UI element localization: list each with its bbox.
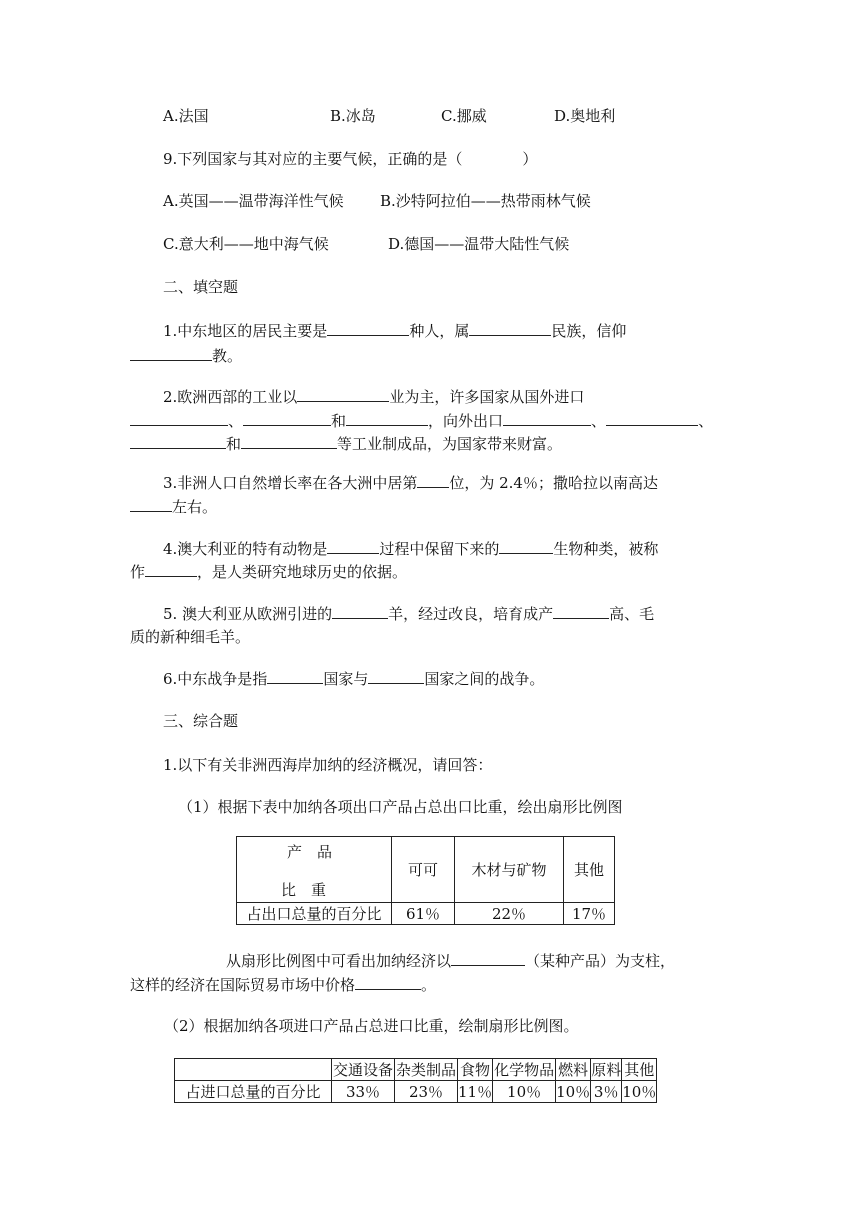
text: 4.澳大利亚的特有动物是 [163,540,328,558]
text: 6.中东战争是指 [163,670,268,688]
text: 、 [228,412,244,430]
column-header: 可可 [392,837,455,903]
q9-option-a: A.英国——温带海洋性气候 [163,192,344,210]
text: 。 [421,976,437,994]
corner-header-cell [237,837,392,903]
column-header: 杂类制品 [395,1060,456,1079]
q9-option-d: D.德国——温带大陆性气候 [388,235,570,253]
blank[interactable] [368,668,424,684]
blank[interactable] [130,496,172,512]
text: 过程中保留下来的 [379,540,500,558]
text: 5. 澳大利亚从欧洲引进的 [163,605,333,623]
fill-q3-line2 [130,496,217,517]
row-label: 占出口总量的百分比 [237,903,392,925]
text: 这样的经济在国际贸易市场中价格 [130,976,356,994]
option-d: D.奥地利 [554,107,616,125]
blank[interactable] [145,561,197,577]
text: ，向外出口 [428,412,504,430]
blank[interactable] [346,410,428,426]
fill-q3-line1 [163,472,658,493]
column-header: 食物 [458,1059,493,1081]
table-cell: 23％ [395,1081,458,1103]
analysis-line1 [226,950,675,971]
sub-question-2: （2）根据加纳各项进口产品占总进口比重，绘制扇形比例图。 [164,1017,579,1035]
table-cell: 11％ [458,1082,493,1101]
corner-top-label: 产 品 [287,843,333,861]
blank[interactable] [606,410,698,426]
blank[interactable] [130,410,228,426]
table-cell: 61％ [392,903,455,925]
text: 、 [698,412,714,430]
fill-q4-line1 [163,538,658,559]
blank[interactable] [553,603,609,619]
blank[interactable] [297,386,389,402]
blank[interactable] [267,668,323,684]
column-header: 燃料 [556,1059,591,1081]
fill-q2-line2 [130,410,713,431]
table-cell: 17％ [564,903,615,925]
section-3-heading: 三、综合题 [163,712,239,730]
table-cell: 3％ [591,1081,622,1103]
blank[interactable] [130,433,226,449]
blank[interactable] [355,974,421,990]
import-table [174,1058,657,1103]
text: 种人，属 [409,322,470,340]
column-header: 交通设备 [332,1060,393,1079]
column-header: 其他 [564,837,615,903]
text: 左右。 [172,498,218,516]
comprehensive-q1-stem: 1.以下有关非洲西海岸加纳的经济概况，请回答： [163,756,493,774]
column-header: 木材与矿物 [455,837,564,903]
table-cell: 10％ [493,1081,556,1103]
section-2-heading: 二、填空题 [163,278,239,296]
option-c: C.挪威 [441,107,487,125]
text: 和 [226,435,242,453]
text: 2.欧洲西部的工业以 [163,388,298,406]
text: 从扇形比例图中可看出加纳经济以 [226,952,452,970]
table-cell: 10％ [556,1082,591,1101]
table-cell: 33％ [332,1081,395,1103]
table-cell: 22％ [455,903,564,925]
table-cell: 10％ [622,1082,657,1101]
row-label: 占进口总量的百分比 [175,1081,332,1103]
text: 教。 [212,347,243,365]
blank[interactable] [417,472,449,488]
sub-question-1: （1）根据下表中加纳各项出口产品占总出口比重，绘出扇形比例图 [178,798,623,816]
text: 国家之间的战争。 [424,670,545,688]
corner-bottom-label: 比 重 [281,881,327,899]
blank[interactable] [327,320,409,336]
text: 生物种类，被称 [553,540,659,558]
fill-q1-line2 [130,345,242,366]
option-b: B.冰岛 [330,107,376,125]
analysis-line2 [130,974,436,995]
fill-q6-line1 [163,668,544,689]
column-header: 原料 [591,1060,622,1079]
blank[interactable] [451,950,525,966]
blank[interactable] [243,410,331,426]
question-9-stem: 9.下列国家与其对应的主要气候，正确的是（ ） [163,150,538,168]
fill-q2-line1 [163,386,584,407]
fill-q5-line1 [163,603,654,624]
text: ，是人类研究地球历史的依据。 [197,563,408,581]
text: 等工业制成品，为国家带来财富。 [337,435,563,453]
q9-option-b: B.沙特阿拉伯——热带雨林气候 [380,192,591,210]
text: 国家与 [323,670,369,688]
blank[interactable] [503,410,591,426]
text: 羊，经过改良，培育成产 [388,605,554,623]
text: 、 [591,412,607,430]
text: 作 [130,563,146,581]
text: 业为主，许多国家从国外进口 [389,388,585,406]
text: 1.中东地区的居民主要是 [163,322,328,340]
export-table [236,836,615,925]
empty-header-cell [175,1059,332,1081]
option-a: A.法国 [163,107,209,125]
blank[interactable] [469,320,551,336]
fill-q4-line2 [130,561,407,582]
column-header: 化学物品 [494,1060,555,1079]
text: （某种产品）为支柱， [525,952,676,970]
blank[interactable] [327,538,379,554]
blank[interactable] [130,345,212,361]
text: 3.非洲人口自然增长率在各大洲中居第 [163,474,418,492]
fill-q1-line1 [163,320,626,341]
q9-option-c: C.意大利——地中海气候 [163,235,329,253]
fill-q5-line2: 质的新种细毛羊。 [130,628,251,646]
text: 和 [331,412,347,430]
blank[interactable] [241,433,337,449]
text: 高、毛 [609,605,655,623]
fill-q2-line3 [130,433,562,454]
column-header: 其他 [622,1059,657,1081]
blank[interactable] [332,603,388,619]
text: 民族，信仰 [551,322,627,340]
blank[interactable] [499,538,553,554]
text: 位，为 2.4％；撒哈拉以南高达 [449,474,658,492]
